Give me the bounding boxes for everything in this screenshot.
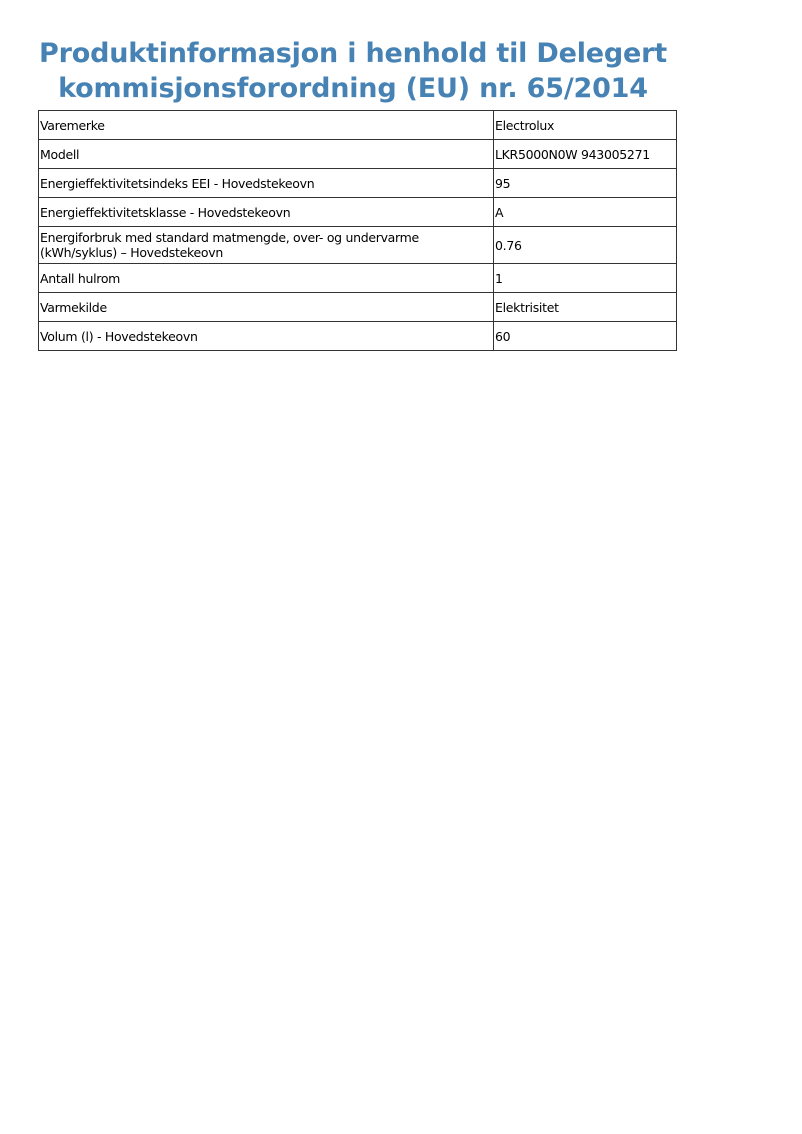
row-value: 60 [494, 322, 677, 351]
product-info-table [38, 110, 677, 351]
table-row [39, 169, 677, 198]
table-row [39, 293, 677, 322]
row-label: Varmekilde [39, 293, 494, 322]
table-row [39, 264, 677, 293]
row-value: 0.76 [494, 227, 677, 264]
table-row [39, 111, 677, 140]
page-title: Produktinformasjon i henhold til Delegert kommisjonsforordning (EU) nr. 65/2014 [39, 38, 667, 104]
row-value: 1 [494, 264, 677, 293]
row-value: A [494, 198, 677, 227]
row-label: Modell [39, 140, 494, 169]
row-value: Elektrisitet [494, 293, 677, 322]
row-label: Energieffektivitetsindeks EEI - Hovedstekeovn [39, 169, 494, 198]
row-value: Electrolux [494, 111, 677, 140]
row-label: Varemerke [39, 111, 494, 140]
table-row [39, 227, 677, 264]
row-label: Energiforbruk med standard matmengde, over- og undervarme (kWh/syklus) – Hovedstekeovn [39, 227, 494, 264]
row-value: LKR5000N0W 943005271 [494, 140, 677, 169]
table-row [39, 140, 677, 169]
table-row [39, 322, 677, 351]
row-label: Energieffektivitetsklasse - Hovedstekeovn [39, 198, 494, 227]
row-label: Volum (l) - Hovedstekeovn [39, 322, 494, 351]
table-row [39, 198, 677, 227]
row-label: Antall hulrom [39, 264, 494, 293]
row-value: 95 [494, 169, 677, 198]
